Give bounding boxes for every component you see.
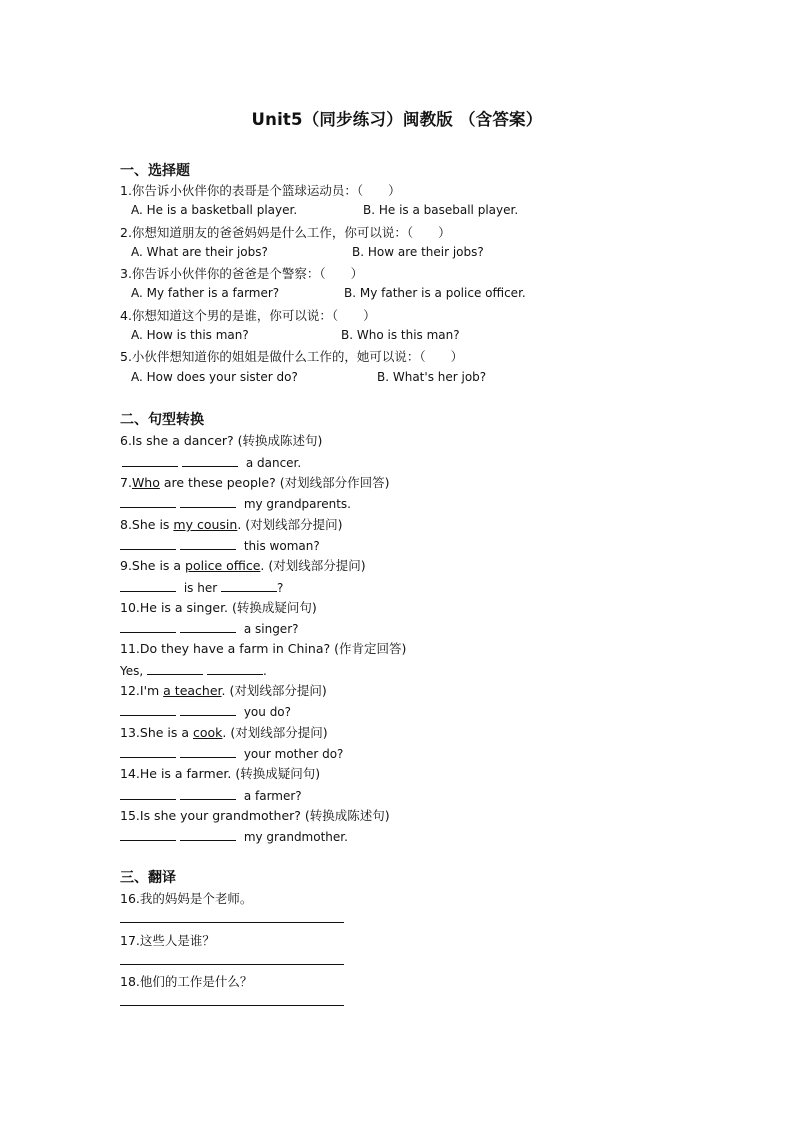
question-12: 12.I'm a teacher. (对划线部分提问) (120, 683, 327, 698)
section-heading-translation: 三、翻译 (120, 870, 176, 886)
question-14: 14.He is a farmer. (转换成疑问句) (120, 766, 321, 781)
blank[interactable] (120, 702, 176, 716)
section-heading-transform: 二、句型转换 (120, 412, 204, 428)
answer-line-16[interactable] (120, 922, 344, 923)
blank[interactable] (221, 578, 277, 592)
underlined-word: police office (185, 558, 261, 573)
answer-line-8: this woman? (120, 536, 320, 553)
blank[interactable] (180, 702, 236, 716)
answer-line-11: Yes, . (120, 661, 267, 678)
option-4b: B. Who is this man? (341, 328, 460, 342)
option-5a: A. How does your sister do? (131, 370, 298, 384)
page-title: Unit5（同步练习）闽教版 （含答案） (251, 110, 543, 129)
question-4: 4.你想知道这个男的是谁，你可以说：（ ） (120, 308, 376, 323)
question-11: 11.Do they have a farm in China? (作肯定回答) (120, 641, 407, 656)
blank[interactable] (122, 453, 178, 467)
underlined-word: my cousin (173, 517, 238, 532)
option-3a: A. My father is a farmer? (131, 286, 280, 300)
answer-line-12: you do? (120, 702, 291, 719)
blank[interactable] (180, 536, 236, 550)
option-2b: B. How are their jobs? (352, 245, 484, 259)
blank[interactable] (207, 661, 263, 675)
question-15: 15.Is she your grandmother? (转换成陈述句) (120, 808, 390, 823)
blank[interactable] (120, 744, 176, 758)
option-2a: A. What are their jobs? (131, 245, 268, 259)
option-3b: B. My father is a police officer. (344, 286, 526, 300)
blank[interactable] (120, 619, 176, 633)
answer-line-18[interactable] (120, 1005, 344, 1006)
question-8: 8.She is my cousin. (对划线部分提问) (120, 517, 343, 532)
question-2: 2.你想知道朋友的爸爸妈妈是什么工作，你可以说：（ ） (120, 225, 451, 240)
question-17: 17.这些人是谁？ (120, 933, 215, 948)
blank[interactable] (120, 494, 176, 508)
answer-line-15: my grandmother. (120, 827, 348, 844)
blank[interactable] (180, 744, 236, 758)
blank[interactable] (147, 661, 203, 675)
answer-line-17[interactable] (120, 964, 344, 965)
question-6: 6.Is she a dancer? (转换成陈述句) (120, 433, 323, 448)
question-16: 16.我的妈妈是个老师。 (120, 891, 253, 906)
answer-line-6: a dancer. (122, 453, 301, 470)
underlined-word: Who (131, 475, 160, 490)
option-1b: B. He is a baseball player. (363, 203, 519, 217)
question-13: 13.She is a cook. (对划线部分提问) (120, 725, 328, 740)
answer-line-10: a singer? (120, 619, 299, 636)
answer-line-7: my grandparents. (120, 494, 351, 511)
underlined-word: a teacher (163, 683, 222, 698)
option-4a: A. How is this man? (131, 328, 249, 342)
question-3: 3.你告诉小伙伴你的爸爸是个警察：（ ） (120, 266, 364, 281)
question-10: 10.He is a singer. (转换成疑问句) (120, 600, 317, 615)
question-1: 1.你告诉小伙伴你的表哥是个篮球运动员：（ ） (120, 183, 401, 198)
blank[interactable] (120, 578, 176, 592)
question-9: 9.She is a police office. (对划线部分提问) (120, 558, 366, 573)
question-7: 7.Who are these people? (对划线部分作回答) (120, 475, 390, 490)
option-5b: B. What's her job? (377, 370, 487, 384)
question-5: 5.小伙伴想知道你的姐姐是做什么工作的，她可以说：（ ） (120, 349, 464, 364)
blank[interactable] (180, 494, 236, 508)
blank[interactable] (180, 786, 236, 800)
blank[interactable] (120, 786, 176, 800)
blank[interactable] (180, 827, 236, 841)
section-heading-choice: 一、选择题 (120, 163, 190, 179)
answer-line-9: is her ? (120, 578, 283, 595)
option-1a: A. He is a basketball player. (131, 203, 298, 217)
answer-line-14: a farmer? (120, 786, 302, 803)
answer-line-13: your mother do? (120, 744, 343, 761)
blank[interactable] (120, 827, 176, 841)
blank[interactable] (120, 536, 176, 550)
question-18: 18.他们的工作是什么？ (120, 974, 253, 989)
underlined-word: cook (193, 725, 223, 740)
blank[interactable] (182, 453, 238, 467)
blank[interactable] (180, 619, 236, 633)
